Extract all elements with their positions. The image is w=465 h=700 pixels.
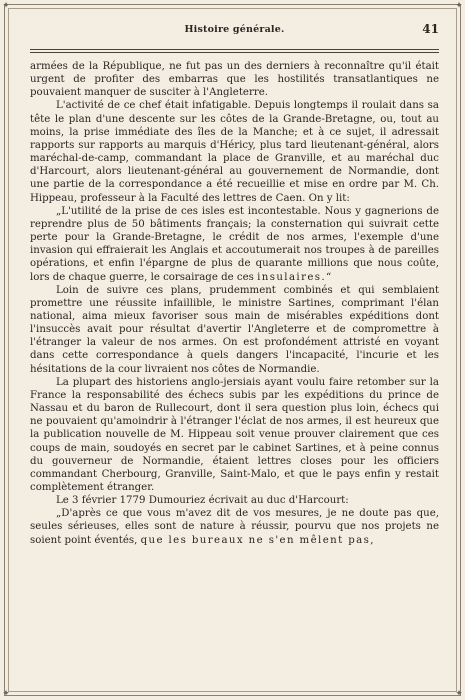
paragraph: L'activité de ce chef était infatigable. Depuis longtemps il roulait dans sa tête le plan d'une descente sur les côtes de la Grande-Bretagne, ou, tout au moins, la prise immédiate des îles de la Manche; et à ce sujet, il adressait rapports sur rapports au marquis d'Héricy, plus tard lieutenant-général, alors maréchal-de-camp, commandant la place de Granville, et au maréchal duc d'Harcourt, alors lieutenant-général au gouvernement de Normandie, dont une partie de la correspondance a été recueillie et mise en ordre par M. Ch. Hippeau, professeur à la Faculté des lettres de Caen. On y lit: bbox=[30, 100, 439, 204]
page-number: 41 bbox=[422, 22, 439, 36]
paragraph: La plupart des historiens anglo-jersiais ayant voulu faire retomber sur la France la responsabilité des échecs subis par les expéditions du prince de Nassau et du baron de Rullecourt, dont il sera question plus loin, échecs qui ne pouvaient qu'amoindrir à l'étranger l'éclat de nos armes, il est heureux que la publication nouvelle de M. Hippeau soit venue prouver clairement que ces coups de main, soudoyés en secret par le cabinet Sartines, et à peine connus du gouverneur de Normandie, étaient lettres closes pour les officiers commandant Cherbourg, Granville, Saint-Malo, et que le pays enfin y restait complètement étranger. bbox=[30, 376, 439, 493]
header-rule bbox=[30, 52, 439, 53]
corner-ornament-icon: ✦ bbox=[2, 1, 10, 11]
quote-paragraph bbox=[30, 507, 439, 546]
corner-ornament-icon: ✦ bbox=[2, 689, 10, 699]
paragraph: Loin de suivre ces plans, prudemment combinés et qui semblaient promettre une réussite infaillible, le ministre Sartines, comprimant l'élan national, aima mieux favoriser sous main de misérables expéditions dont l'insuccès avait pour résultat d'avertir l'Angleterre et de compromettre à l'étranger la valeur de nos armes. On est profondément attristé en voyant dans cette correspondance à quels dangers l'incapacité, l'incurie et les hésitations de la cour livraient nos côtes de Normandie. bbox=[30, 284, 439, 375]
spaced-phrase: que les bureaux ne s'en mêlent pas, bbox=[140, 534, 375, 546]
paragraph: Le 3 février 1779 Dumouriez écrivait au duc d'Harcourt: bbox=[56, 495, 349, 507]
paragraph: armées de la République, ne fut pas un des derniers à reconnaître qu'il était urgent de profiter des embarras que les hostilités transatlantiques ne pouvaient manquer de susciter à l'Angleterre. bbox=[30, 61, 439, 99]
corner-ornament-icon: ✦ bbox=[455, 1, 463, 11]
spaced-word: insulaires.“ bbox=[257, 271, 333, 283]
quote-text: „D'après ce que vous m'avez dit de vos mesures, je ne doute pas que, seules sérieuses, elles sont de nature à réussir, pourvu que nos projets ne soient point éventés, bbox=[30, 508, 439, 546]
corner-ornament-icon: ✦ bbox=[455, 689, 463, 699]
running-head-title: Histoire générale. bbox=[184, 24, 285, 35]
running-head bbox=[30, 24, 439, 40]
body-text bbox=[30, 60, 439, 547]
header-rule bbox=[30, 49, 439, 50]
quote-paragraph bbox=[30, 205, 439, 284]
quote-text: „L'utilité de la prise de ces isles est incontestable. Nous y gagnerions de reprendre plus de 50 bâtiments français; la consternation qui suivrait cette perte pour la Grande-Bretagne, le crédit de nos armes, l'exemple d'une invasion qui effraierait les Anglais et accoutumerait nos troupes à de pareilles opérations, et enfin l'épargne de plus de quarante millions que nous coûte, lors de chaque guerre, le corsairage de ces bbox=[30, 205, 439, 283]
